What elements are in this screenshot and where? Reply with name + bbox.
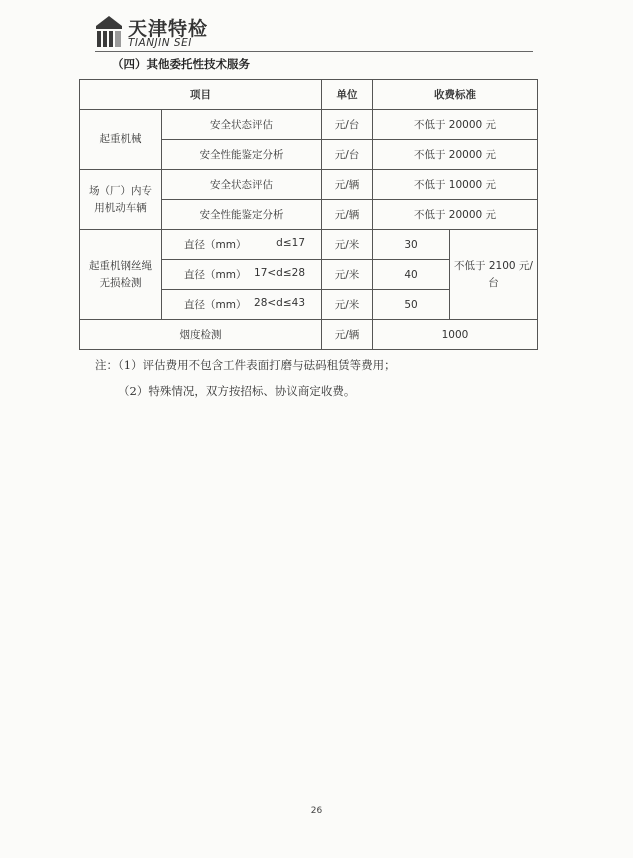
fee-cell: 不低于 20000 元 xyxy=(373,140,538,170)
company-logo xyxy=(94,14,234,48)
diameter-range: 17<d≤28 xyxy=(254,267,305,279)
unit-cell: 元/辆 xyxy=(322,200,373,230)
header-divider xyxy=(95,51,533,52)
fee-cell: 不低于 10000 元 xyxy=(373,170,538,200)
header-item: 项目 xyxy=(80,80,322,110)
diameter-cell xyxy=(162,290,322,320)
category-crane: 起重机械 xyxy=(80,110,162,170)
unit-cell: 元/辆 xyxy=(322,170,373,200)
fee-cell: 1000 xyxy=(373,320,538,350)
building-logo-icon xyxy=(94,14,124,48)
item-cell: 安全性能鉴定分析 xyxy=(162,140,322,170)
fee-cell: 不低于 20000 元 xyxy=(373,110,538,140)
logo-chinese-name: 天津特检 xyxy=(128,18,209,40)
category-vehicle-line1: 场（厂）内专 xyxy=(89,184,152,197)
note-1: 注：（1）评估费用不包含工件表面打磨与砝码租赁等费用； xyxy=(95,358,396,372)
item-cell: 安全性能鉴定分析 xyxy=(162,200,322,230)
item-smoke: 烟度检测 xyxy=(80,320,322,350)
rope-min-fee-line2: 台 xyxy=(488,276,499,289)
header-unit: 单位 xyxy=(322,80,373,110)
diameter-range: 28<d≤43 xyxy=(254,297,305,309)
item-cell: 安全状态评估 xyxy=(162,110,322,140)
price-cell: 30 xyxy=(373,230,450,260)
unit-cell: 元/台 xyxy=(322,140,373,170)
category-vehicle xyxy=(80,170,162,230)
category-rope-line2: 无损检测 xyxy=(99,276,142,289)
table-row xyxy=(80,110,538,140)
diameter-cell xyxy=(162,260,322,290)
rope-min-fee-line1: 不低于 2100 元/ xyxy=(454,259,533,272)
note-2: （2）特殊情况，双方按招标、协议商定收费。 xyxy=(118,384,356,398)
unit-cell: 元/米 xyxy=(322,260,373,290)
unit-cell: 元/台 xyxy=(322,110,373,140)
category-rope xyxy=(80,230,162,320)
table-row xyxy=(80,170,538,200)
table-row xyxy=(80,320,538,350)
diameter-label: 直径（mm） xyxy=(184,299,247,311)
page-number: 26 xyxy=(310,806,323,816)
diameter-label: 直径（mm） xyxy=(184,239,247,251)
table-row xyxy=(80,230,538,260)
category-vehicle-line2: 用机动车辆 xyxy=(94,201,147,214)
rope-min-fee xyxy=(450,230,538,320)
diameter-cell xyxy=(162,230,322,260)
unit-cell: 元/米 xyxy=(322,230,373,260)
logo-english-name: TIANJIN SEI xyxy=(128,37,192,49)
diameter-label: 直径（mm） xyxy=(184,269,247,281)
header-fee: 收费标准 xyxy=(373,80,538,110)
item-cell: 安全状态评估 xyxy=(162,170,322,200)
fee-table xyxy=(79,79,538,350)
table-header-row xyxy=(80,80,538,110)
price-cell: 40 xyxy=(373,260,450,290)
price-cell: 50 xyxy=(373,290,450,320)
unit-cell: 元/辆 xyxy=(322,320,373,350)
section-title: （四）其他委托性技术服务 xyxy=(112,57,250,71)
category-rope-line1: 起重机钢丝绳 xyxy=(89,259,152,272)
unit-cell: 元/米 xyxy=(322,290,373,320)
diameter-range: d≤17 xyxy=(276,237,305,249)
fee-cell: 不低于 20000 元 xyxy=(373,200,538,230)
